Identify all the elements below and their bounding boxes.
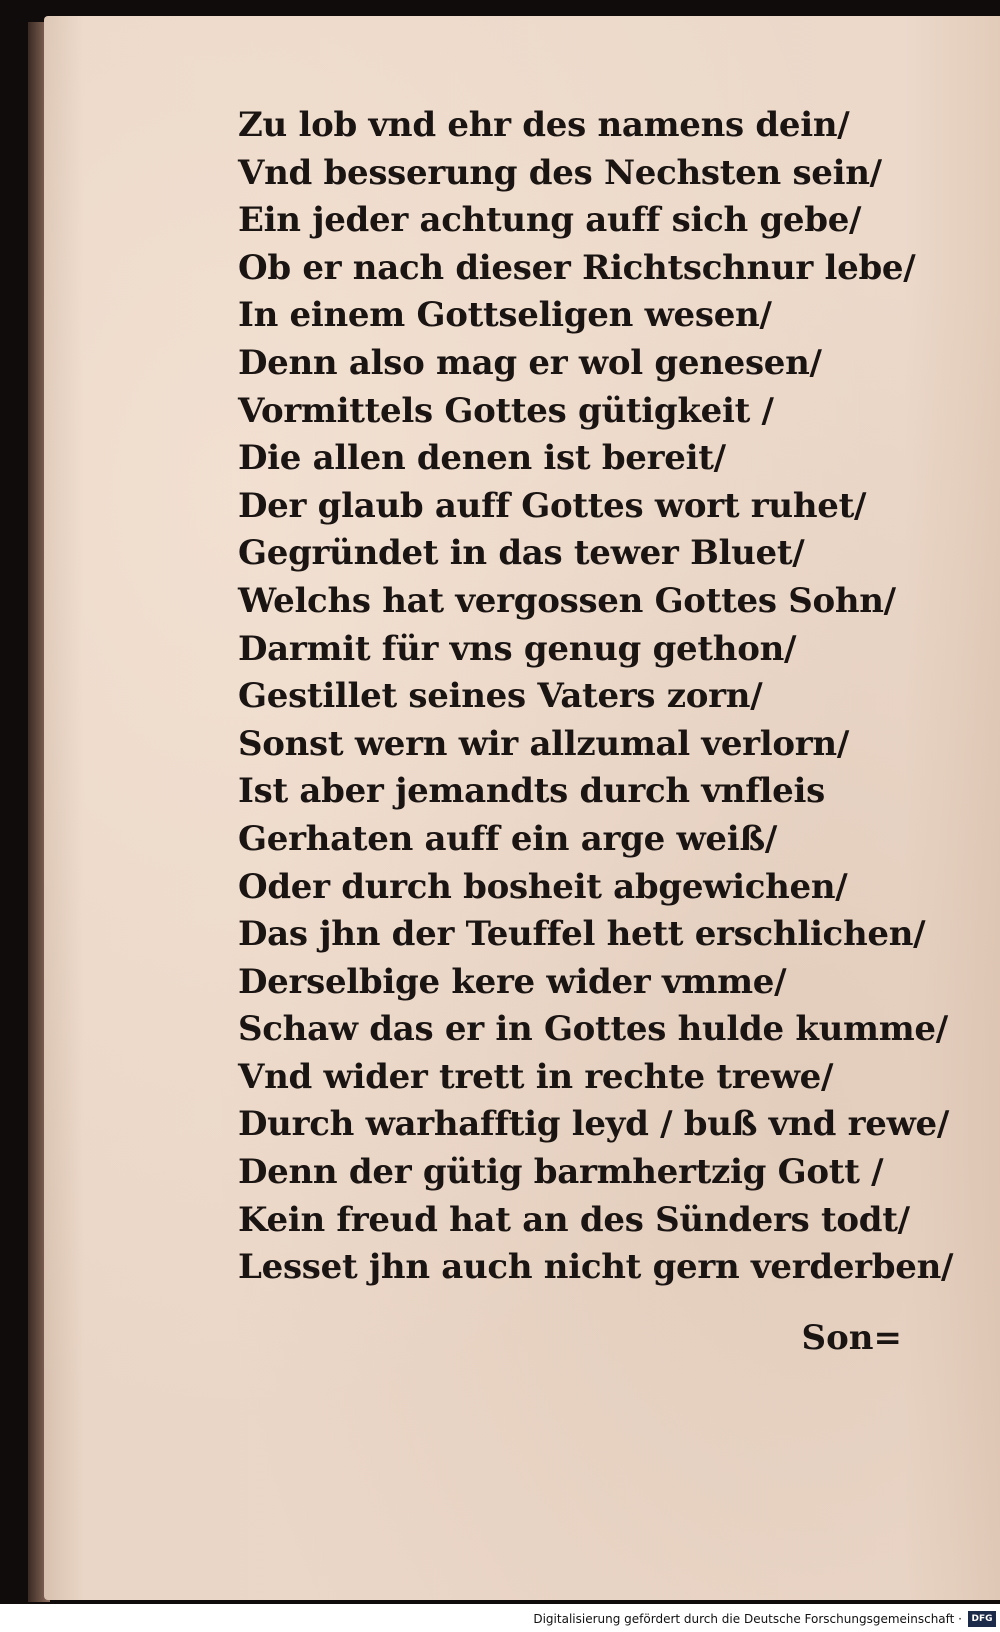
funding-notice: Digitalisierung gefördert durch die Deutsche Forschungsgemeinschaft ·: [533, 1612, 962, 1626]
verse-line: Zu lob vnd ehr des namens dein/: [238, 105, 850, 145]
verse-line: Gestillet seines Vaters zorn/: [238, 676, 763, 717]
verse-line: Oder durch bosheit abgewichen/: [238, 866, 848, 907]
verse-line: Gegründet in das tewer Bluet/: [238, 533, 805, 574]
verse-line: Vormittels Gottes gütigkeit /: [238, 390, 774, 431]
verse-line: Derselbige kere wider vmme/: [238, 961, 787, 1002]
verse-line: Gerhaten auff ein arge weiß/: [238, 818, 778, 859]
verse-line: Vnd besserung des Nechsten sein/: [238, 152, 882, 193]
verse-line: Ein jeder achtung auff sich gebe/: [238, 200, 862, 241]
verse-line: Das jhn der Teuffel hett erschlichen/: [238, 914, 926, 955]
verse-line: Ist aber jemandts durch vnfleis: [238, 771, 825, 812]
verse-line: Denn der gütig barmhertzig Gott /: [238, 1152, 884, 1193]
verse-line: Ob er nach dieser Richtschnur lebe/: [238, 247, 916, 288]
verse-line: In einem Gottseligen wesen/: [238, 295, 772, 336]
verse-line: Durch warhafftig leyd / buß vnd rewe/: [238, 1104, 950, 1145]
verse-line: Welchs hat vergossen Gottes Sohn/: [238, 580, 896, 621]
verse-line: Sonst wern wir allzumal verlorn/: [238, 723, 849, 764]
digitization-footer: [0, 1604, 1000, 1632]
verse-line: Der glaub auff Gottes wort ruhet/: [238, 485, 867, 526]
catchword: Son=: [801, 1318, 902, 1358]
verse-line: Vnd wider trett in rechte trewe/: [238, 1056, 834, 1097]
verse-text-block: [238, 102, 958, 1292]
verse-line: Denn also mag er wol genesen/: [238, 342, 822, 383]
dfg-logo: DFG: [968, 1611, 996, 1627]
verse-line: Kein freud hat an des Sünders todt/: [238, 1199, 910, 1240]
verse-line: Schaw das er in Gottes hulde kumme/: [238, 1009, 948, 1050]
verse-line: Die allen denen ist bereit/: [238, 438, 726, 479]
verse-line: Darmit für vns genug gethon/: [238, 628, 797, 669]
verse-line: Lesset jhn auch nicht gern verderben/: [238, 1247, 954, 1288]
